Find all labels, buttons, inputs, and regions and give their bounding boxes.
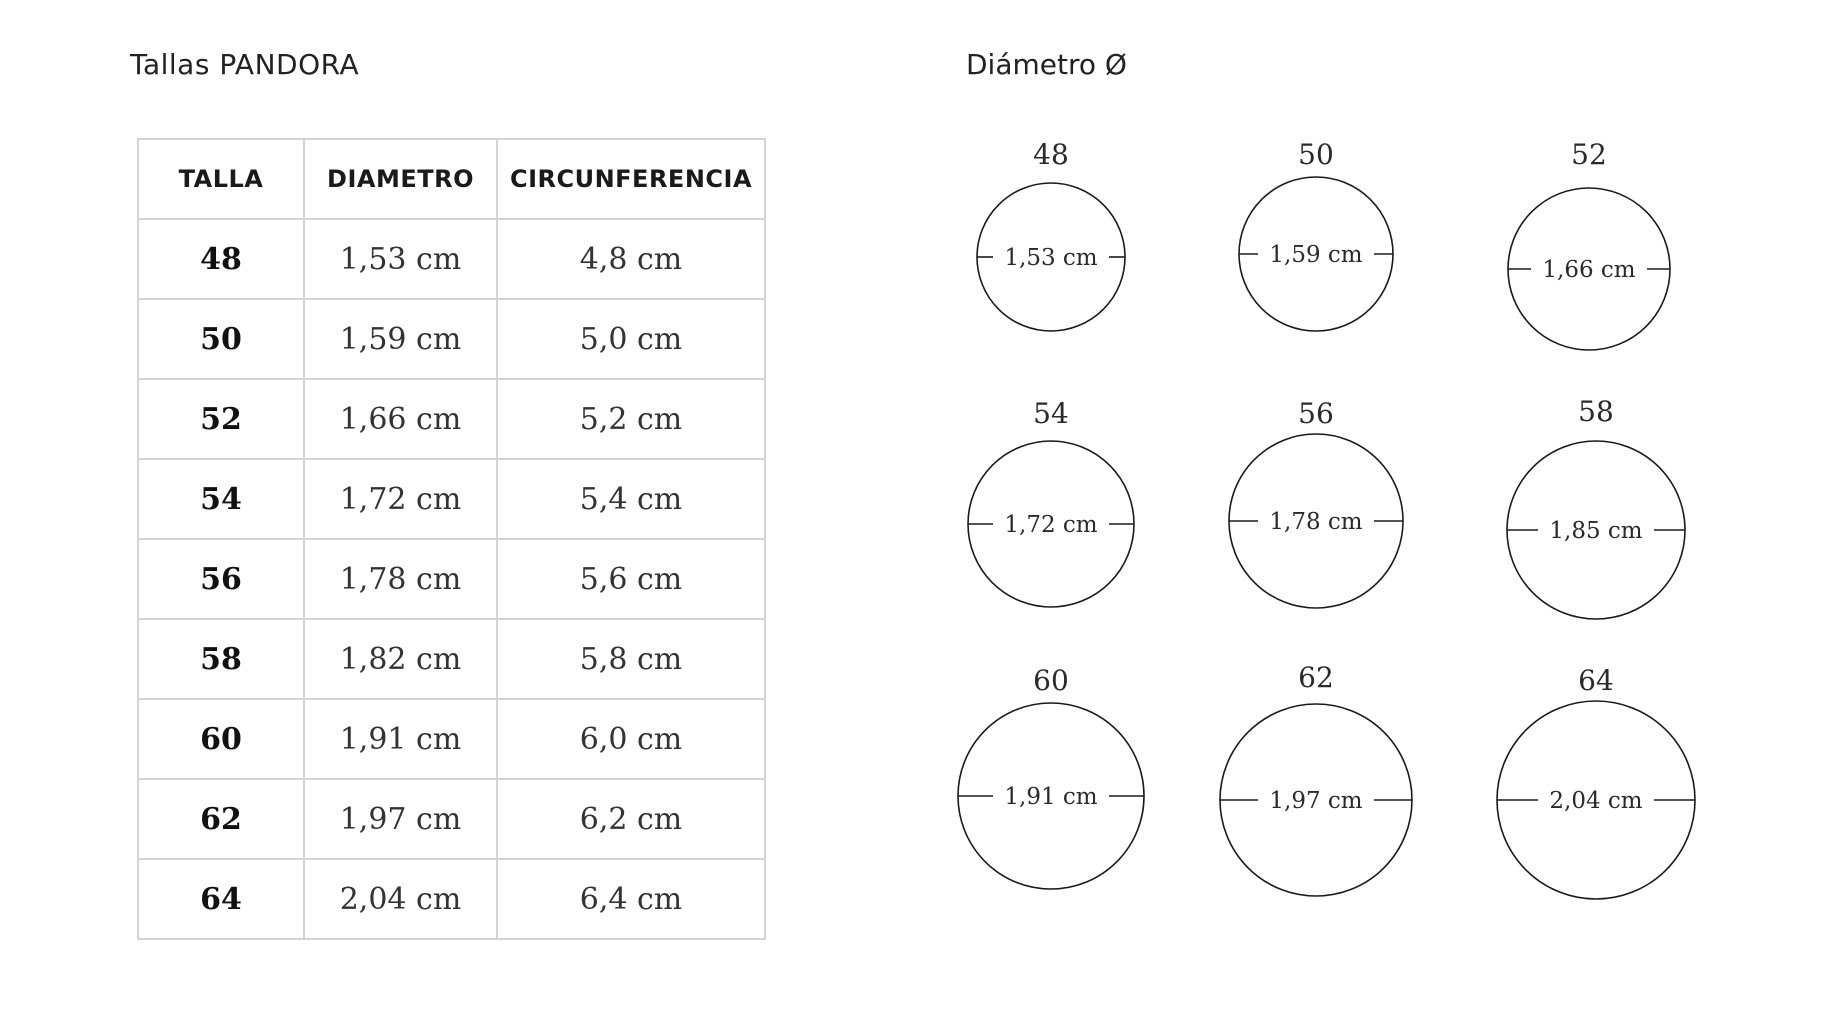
header-circumference: CIRCUNFERENCIA	[497, 139, 765, 219]
circumference-cell: 6,0 cm	[497, 699, 765, 779]
diameter-cell: 1,53 cm	[304, 219, 497, 299]
diameter-cell: 1,66 cm	[304, 379, 497, 459]
ring-50	[1239, 138, 1393, 331]
size-cell: 62	[138, 779, 304, 859]
ring-diameter-label: 2,04 cm	[1549, 788, 1643, 814]
ring-diameter-label: 1,66 cm	[1542, 257, 1636, 283]
ring-60	[958, 664, 1144, 889]
circumference-cell: 5,0 cm	[497, 299, 765, 379]
size-cell: 60	[138, 699, 304, 779]
diameter-cell: 1,59 cm	[304, 299, 497, 379]
size-table-title: Tallas PANDORA	[130, 48, 360, 81]
ring-diameter-label: 1,78 cm	[1269, 509, 1363, 535]
circumference-cell: 5,6 cm	[497, 539, 765, 619]
ring-size-label: 60	[1033, 664, 1069, 697]
size-cell: 58	[138, 619, 304, 699]
ring-diameter-label: 1,72 cm	[1004, 512, 1098, 538]
ring-diameter-label: 1,53 cm	[1004, 245, 1098, 271]
ring-size-label: 50	[1298, 138, 1334, 171]
ring-size-label: 52	[1571, 138, 1607, 171]
ring-58	[1507, 395, 1685, 619]
ring-54	[968, 397, 1134, 607]
ring-size-label: 62	[1298, 661, 1334, 694]
circumference-cell: 5,2 cm	[497, 379, 765, 459]
ring-diameter-label: 1,91 cm	[1004, 784, 1098, 810]
circumference-cell: 6,2 cm	[497, 779, 765, 859]
ring-size-label: 58	[1578, 395, 1614, 428]
size-cell: 52	[138, 379, 304, 459]
diameter-cell: 1,82 cm	[304, 619, 497, 699]
ring-64	[1497, 664, 1695, 899]
ring-diameter-label: 1,59 cm	[1269, 242, 1363, 268]
diameter-cell: 1,72 cm	[304, 459, 497, 539]
size-cell: 54	[138, 459, 304, 539]
circumference-cell: 4,8 cm	[497, 219, 765, 299]
ring-size-label: 64	[1578, 664, 1614, 697]
ring-62	[1220, 661, 1412, 896]
circumference-cell: 6,4 cm	[497, 859, 765, 939]
ring-56	[1229, 397, 1403, 608]
ring-size-label: 48	[1033, 138, 1069, 171]
circumference-cell: 5,4 cm	[497, 459, 765, 539]
diameter-cell: 1,78 cm	[304, 539, 497, 619]
ring-52	[1508, 138, 1670, 350]
ring-diameter-label: 1,97 cm	[1269, 788, 1363, 814]
circumference-cell: 5,8 cm	[497, 619, 765, 699]
diameter-cell: 2,04 cm	[304, 859, 497, 939]
diameter-cell: 1,91 cm	[304, 699, 497, 779]
ring-size-label: 56	[1298, 397, 1334, 430]
ring-size-label: 54	[1033, 397, 1069, 430]
size-cell: 50	[138, 299, 304, 379]
size-cell: 64	[138, 859, 304, 939]
header-diameter: DIAMETRO	[304, 139, 497, 219]
ring-48	[977, 138, 1125, 331]
diameter-diagram-title: Diámetro Ø	[966, 48, 1127, 81]
header-size: TALLA	[138, 139, 304, 219]
size-cell: 48	[138, 219, 304, 299]
size-cell: 56	[138, 539, 304, 619]
diameter-cell: 1,97 cm	[304, 779, 497, 859]
ring-diameter-label: 1,85 cm	[1549, 518, 1643, 544]
